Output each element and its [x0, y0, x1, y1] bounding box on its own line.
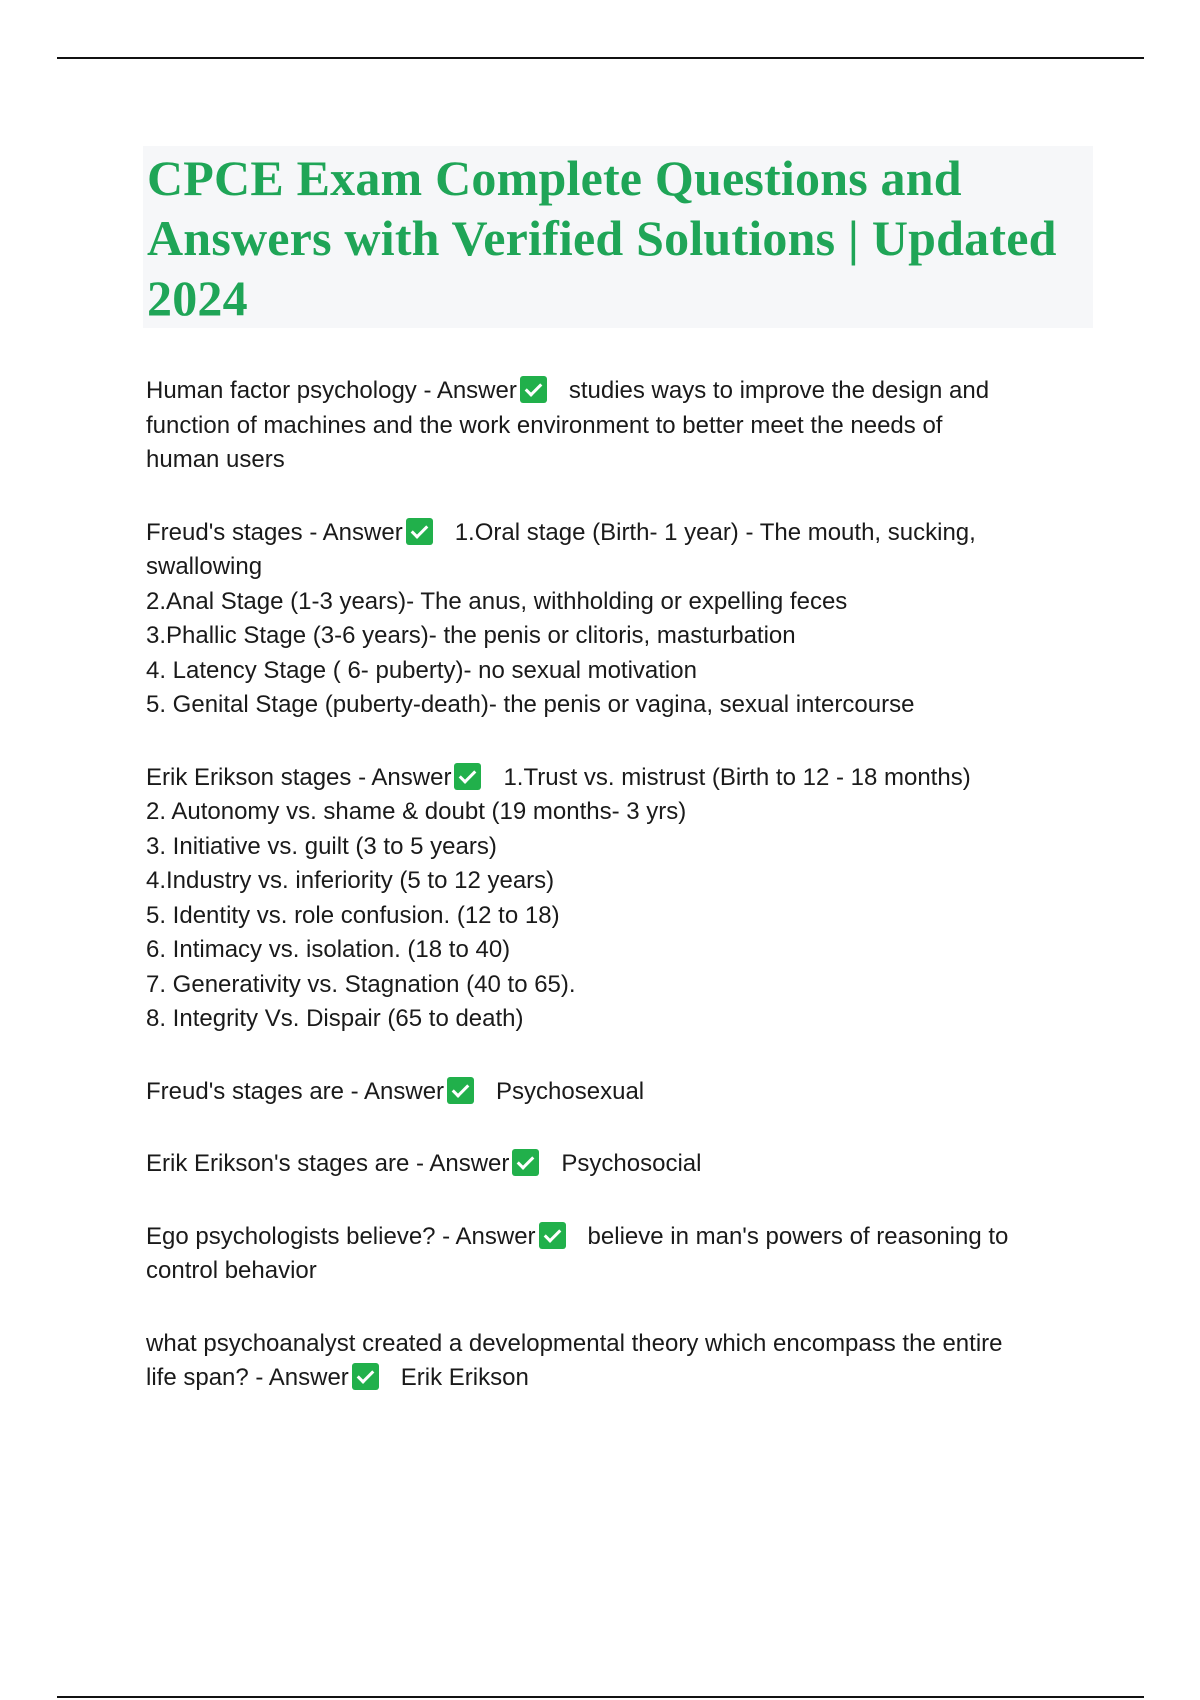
answer-label: Answer [364, 1077, 445, 1105]
answer-text: studies ways to improve the design and [568, 377, 990, 404]
checkmark-icon [352, 1363, 379, 1390]
qa-first-line [146, 1361, 1096, 1396]
answer-label: Answer [455, 1222, 536, 1250]
question-text: Ego psychologists believe? - [146, 1222, 456, 1250]
checkmark-icon [406, 518, 433, 545]
answer-line: 4. Latency Stage ( 6- puberty)- no sexual motivation [146, 656, 697, 684]
question-lead-line: what psychoanalyst created a developmental theory which encompass the entire [146, 1329, 1003, 1357]
qa-first-line [146, 516, 1096, 551]
qa-item [146, 374, 1096, 478]
answer-line: 2.Anal Stage (1-3 years)- The anus, withholding or expelling feces [146, 587, 848, 615]
qa-item [146, 516, 1096, 723]
question-text: Freud's stages - [146, 518, 323, 546]
answer-label: Answer [429, 1150, 510, 1177]
answer-text: 1.Oral stage (Birth- 1 year) - The mouth, sucking, [454, 518, 976, 546]
answer-line: 5. Genital Stage (puberty-death)- the penis or vagina, sexual intercourse [146, 691, 915, 718]
checkmark-icon [539, 1222, 566, 1249]
bottom-rule [57, 1696, 1144, 1698]
answer-label: Answer [268, 1364, 349, 1391]
answer-line: 3. Initiative vs. guilt (3 to 5 years) [146, 832, 497, 860]
answer-line: human users [146, 446, 285, 473]
qa-item [146, 1075, 1096, 1110]
checkmark-icon [454, 763, 481, 790]
qa-first-line [146, 1075, 1096, 1110]
answer-line: control behavior [146, 1257, 317, 1284]
answer-text: 1.Trust vs. mistrust (Birth to 12 - 18 months) [503, 763, 971, 791]
answer-line: 4.Industry vs. inferiority (5 to 12 years) [146, 867, 555, 894]
answer-label: Answer [436, 377, 517, 404]
qa-content [146, 374, 1096, 1434]
answer-label: Answer [371, 763, 452, 791]
answer-line: function of machines and the work environment to better meet the needs of [146, 411, 943, 439]
qa-first-line [146, 1147, 1096, 1182]
answer-line: 7. Generativity vs. Stagnation (40 to 65). [146, 970, 576, 998]
answer-text: Psychosexual [496, 1077, 645, 1105]
qa-item [146, 1220, 1096, 1289]
qa-first-line [146, 374, 1096, 409]
answer-text: believe in man's powers of reasoning to [587, 1222, 1009, 1250]
answer-line: 6. Intimacy vs. isolation. (18 to 40) [146, 936, 511, 963]
question-text: Erik Erikson's stages are - [146, 1150, 430, 1177]
answer-text: Psychosocial [561, 1150, 702, 1177]
title-box [143, 146, 1093, 328]
qa-first-line [146, 1220, 1096, 1255]
answer-line: 2. Autonomy vs. shame & doubt (19 months- 3 yrs) [146, 798, 687, 825]
question-text: Human factor psychology - [146, 377, 437, 404]
qa-item [146, 1327, 1096, 1396]
question-text: Freud's stages are - [146, 1077, 365, 1105]
document-title: CPCE Exam Complete Questions and Answers with Verified Solutions | Updated 2024 [147, 150, 1057, 326]
question-text: life span? - [146, 1364, 269, 1391]
answer-line: swallowing [146, 553, 263, 580]
checkmark-icon [520, 376, 547, 403]
checkmark-icon [512, 1149, 539, 1176]
answer-line: 8. Integrity Vs. Dispair (65 to death) [146, 1005, 524, 1032]
top-rule [57, 57, 1144, 59]
qa-item [146, 1147, 1096, 1182]
checkmark-icon [447, 1077, 474, 1104]
question-text: Erik Erikson stages - [146, 763, 372, 791]
answer-line: 3.Phallic Stage (3-6 years)- the penis or clitoris, masturbation [146, 622, 796, 649]
answer-line: 5. Identity vs. role confusion. (12 to 18) [146, 901, 560, 929]
answer-label: Answer [322, 518, 403, 546]
qa-first-line [146, 761, 1096, 796]
qa-item [146, 761, 1096, 1037]
answer-text: Erik Erikson [400, 1364, 529, 1391]
